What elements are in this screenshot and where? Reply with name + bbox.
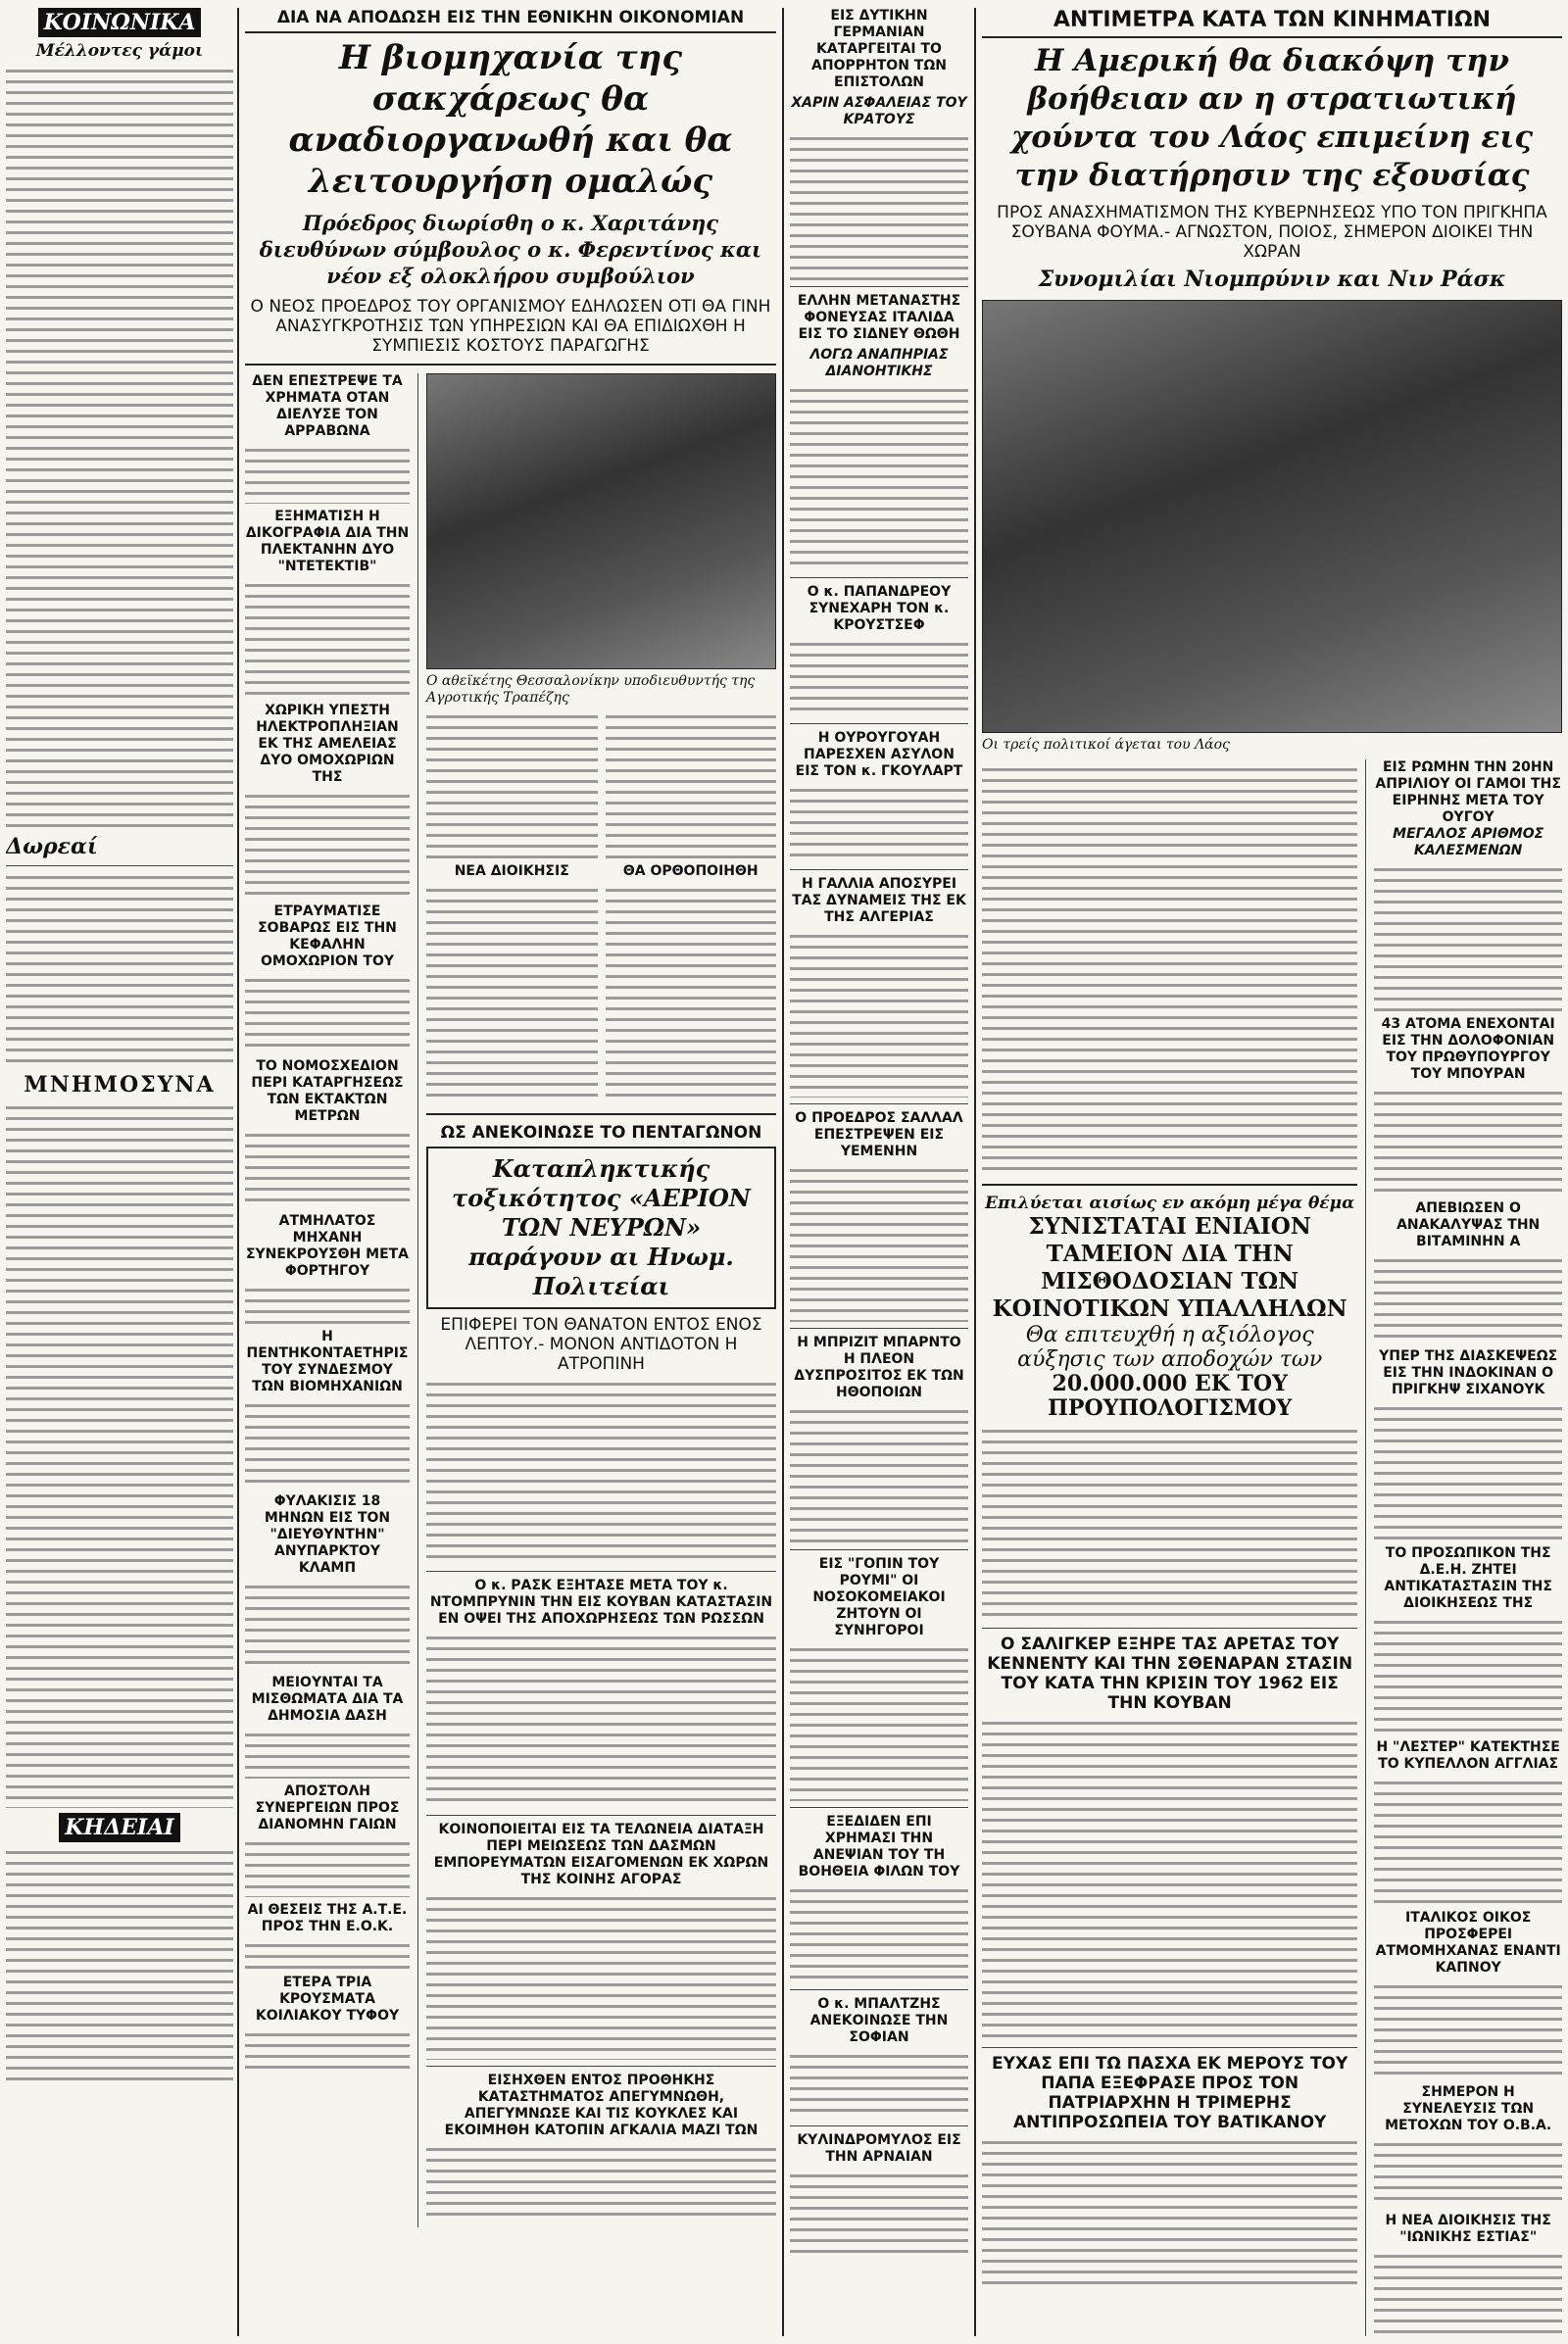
article-heading: ΤΟ ΝΟΜΟΣΧΕΔΙΟΝ ΠΕΡΙ ΚΑΤΑΡΓΗΣΕΩΣ ΤΩΝ ΕΚΤΑΚΤΩΝ ΜΕΤΡΩΝ [251, 1058, 404, 1124]
text-block [245, 2029, 410, 2069]
text-block [426, 2144, 776, 2222]
text-block [982, 1718, 1357, 2041]
text-block [426, 711, 598, 858]
text-block [606, 711, 777, 858]
text-block [1374, 1617, 1562, 1734]
article-heading: ΜΕΓΑΛΟΣ ΑΡΙΘΜΟΣ ΚΑΛΕΣΜΕΝΩΝ [1393, 826, 1544, 858]
article-heading: Ο κ. ΜΠΑΛΤΖΗΣ ΑΝΕΚΟΙΝΩΣΕ ΤΗΝ ΣΟΦΙΑΝ [809, 1996, 949, 2045]
text-block [790, 931, 968, 1098]
headline-sugar: Η βιομηχανία της σακχάρεως θα αναδιοργανωθή και θα λειτουργήση ομαλώς [288, 38, 733, 201]
text-block [245, 580, 410, 698]
text-block [982, 1426, 1357, 1622]
text-block [426, 1893, 776, 2060]
text-block [6, 872, 233, 1068]
text-block [426, 1633, 776, 1809]
article-heading: ΦΥΛΑΚΙΣΙΣ 18 ΜΗΝΩΝ ΕΙΣ ΤΟΝ "ΔΙΕΥΘΥΝΤΗΝ" ΑΝΥΠΑΡΚΤΟΥ ΚΛΑΜΠ [264, 1493, 391, 1576]
text-block [245, 1582, 410, 1670]
text-block [1374, 1778, 1562, 1905]
article-heading: ΔΕΝ ΕΠΕΣΤΡΕΨΕ ΤΑ ΧΡΗΜΑΤΑ ΟΤΑΝ ΔΙΕΛΥΣΕ ΤΟΝ ΑΡΡΑΒΩΝΑ [252, 373, 403, 439]
headline-fund: ΣΥΝΙΣΤΑΤΑΙ ΕΝΙΑΙΟΝ ΤΑΜΕΙΟΝ ΔΙΑ ΤΗΝ ΜΙΣΘΟΔΟΣΙΑΝ ΤΩΝ ΚΟΙΝΟΤΙΚΩΝ ΥΠΑΛΛΗΛΩΝ [992, 1213, 1348, 1322]
text-block [245, 1940, 410, 1970]
section-social-sub: Μέλλοντες γάμοι [35, 41, 204, 61]
headline-laos: Η Αμερική θα διακόψη την βοήθειαν αν η στρατιωτική χούντα του Λάος επιμείνη εις την διατήρησιν της εξουσίας [1010, 43, 1534, 193]
text-block [245, 445, 410, 504]
subhead-correction: ΘΑ ΟΡΘΟΠΟΙΗΘΗ [622, 863, 759, 879]
text-block [1374, 1088, 1562, 1196]
article-heading: ΧΩΡΙΚΗ ΥΠΕΣΤΗ ΗΛΕΚΤΡΟΠΛΗΞΙΑΝ ΕΚ ΤΗΣ ΑΜΕΛΕΙΑΣ ΔΥΟ ΟΜΟΧΩΡΙΩΝ ΤΗΣ [256, 703, 399, 785]
headline-customs: ΚΟΙΝΟΠΟΙΕΙΤΑΙ ΕΙΣ ΤΑ ΤΕΛΩΝΕΙΑ ΔΙΑΤΑΞΗ ΠΕΡΙ ΜΕΙΩΣΕΩΣ ΤΩΝ ΔΑΣΜΩΝ ΕΜΠΟΡΕΥΜΑΤΩΝ ΕΙΣΑΓΟΜΕΝΩΝ ΕΚ ΧΩΡΩΝ ΤΗΣ ΚΟΙΝΗΣ ΑΓΟΡΑΣ [433, 1822, 769, 1887]
headline-shop-window: ΕΙΣΗΧΘΕΝ ΕΝΤΟΣ ΠΡΟΘΗΚΗΣ ΚΑΤΑΣΤΗΜΑΤΟΣ ΑΠΕΓΥΜΝΩΘΗ, ΑΠΕΓΥΜΝΩΣΕ ΚΑΙ ΤΙΣ ΚΟΥΚΛΕΣ ΚΑΙ ΕΚΟΙΜΗΘΗ ΚΑΤΟΠΙΝ ΑΓΚΑΛΙΑ ΜΑΖΙ ΤΩΝ [444, 2073, 759, 2138]
article-heading: ΑΤΜΗΛΑΤΟΣ ΜΗΧΑΝΗ ΣΥΝΕΚΡΟΥΣΘΗ ΜΕΤΑ ΦΟΡΤΗΓΟΥ [245, 1213, 410, 1279]
kicker-pentagon: ΩΣ ΑΝΕΚΟΙΝΩΣΕ ΤΟ ΠΕΝΤΑΓΩΝΟΝ [440, 1123, 762, 1143]
subhead-new-administration: ΝΕΑ ΔΙΟΙΚΗΣΙΣ [454, 863, 569, 879]
headline-rusk-dobrynin: Ο κ. ΡΑΣΚ ΕΞΗΤΑΣΕ ΜΕΤΑ ΤΟΥ κ. ΝΤΟΜΠΡΥΝΙΝ ΤΗΝ ΕΙΣ ΚΟΥΒΑΝ ΚΑΤΑΣΤΑΣΙΝ ΕΝ ΟΨΕΙ ΤΗΣ ΑΠΟΧΩΡΗΣΕΩΣ ΤΩΝ ΡΩΣΣΩΝ [429, 1578, 773, 1627]
article-heading: ΚΥΛΙΝΔΡΟΜΥΛΟΣ ΕΙΣ ΤΗΝ ΑΡΝΑΙΑΝ [797, 2132, 961, 2165]
column-social [6, 8, 233, 2336]
text-block [245, 1838, 410, 1897]
text-block [790, 1406, 968, 1543]
section-memorials-title: ΜΝΗΜΟΣΥΝΑ [24, 1072, 216, 1098]
kicker-national-economy: ΔΙΑ ΝΑ ΑΠΟΔΩΣΗ ΕΙΣ ΤΗΝ ΕΘΝΙΚΗΝ ΟΙΚΟΝΟΜΙΑΝ [276, 8, 745, 27]
sub-fund-2: αύξησις των αποδοχών των [1017, 1347, 1323, 1372]
text-block [790, 1165, 968, 1322]
article-heading: Η ΜΠΡΙΖΙΤ ΜΠΑΡΝΤΟ Η ΠΛΕΟΝ ΔΥΣΠΡΟΣΙΤΟΣ ΕΚ ΤΩΝ ΗΘΟΠΟΙΩΝ [794, 1335, 964, 1400]
article-heading: Η ΠΕΝΤΗΚΟΝΤΑΕΤΗΡΙΣ ΤΟΥ ΣΥΝΔΕΣΜΟΥ ΤΩΝ ΒΙΟΜΗΧΑΝΙΩΝ [246, 1329, 409, 1394]
article-heading: Η "ΛΕΣΤΕΡ" ΚΑΤΕΚΤΗΣΕ ΤΟ ΚΥΠΕΛΛΟΝ ΑΓΓΛΙΑΣ [1376, 1739, 1560, 1772]
article-heading: ΕΤΡΑΥΜΑΤΙΣΕ ΣΟΒΑΡΩΣ ΕΙΣ ΤΗΝ ΚΕΦΑΛΗΝ ΟΜΟΧΩΡΙΟΝ ΤΟΥ [258, 903, 397, 969]
text-block [245, 975, 410, 1053]
text-block [790, 1644, 968, 1801]
article-heading: Η ΓΑΛΛΙΑ ΑΠΟΣΥΡΕΙ ΤΑΣ ΔΥΝΑΜΕΙΣ ΤΗΣ ΕΚ ΤΗΣ ΑΛΓΕΡΙΑΣ [792, 876, 966, 925]
text-block [982, 2137, 1357, 2284]
section-funerals-title: ΚΗΔΕΙΑΙ [59, 1813, 179, 1842]
article-heading: ΤΟ ΠΡΟΣΩΠΙΚΟΝ ΤΗΣ Δ.Ε.Η. ΖΗΤΕΙ ΑΝΤΙΚΑΤΑΣΤΑΣΙΝ ΤΗΣ ΔΙΟΙΚΗΣΕΩΣ ΤΗΣ [1384, 1545, 1552, 1611]
article-heading: Η ΝΕΑ ΔΙΟΙΚΗΣΙΣ ΤΗΣ "ΙΩΝΙΚΗΣ ΕΣΤΙΑΣ" [1385, 2213, 1551, 2245]
text-block [245, 1730, 410, 1779]
article-heading: ΕΛΛΗΝ ΜΕΤΑΝΑΣΤΗΣ ΦΟΝΕΥΣΑΣ ΙΤΑΛΙΔΑ ΕΙΣ ΤΟ ΣΙΔΝΕΥ ΘΩΘΗ [797, 293, 961, 342]
article-heading: 43 ΑΤΟΜΑ ΕΝΕΧΟΝΤΑΙ ΕΙΣ ΤΗΝ ΔΟΛΟΦΟΝΙΑΝ ΤΟΥ ΠΡΩΘΥΠΟΥΡΓΟΥ ΤΟΥ ΜΠΟΥΡΑΝ [1381, 1016, 1555, 1082]
section-social-title: ΚΟΙΝΩΝΙΚΑ [38, 8, 202, 37]
text-block [1374, 1255, 1562, 1343]
photo-caption: Ο αθεϊκέτης Θεσσαλονίκην υποδιευθυντής της Αγροτικής Τραπέζης [426, 673, 756, 706]
text-block [790, 1885, 968, 1983]
text-block [790, 2171, 968, 2259]
text-block [982, 764, 1357, 1176]
sub-fund-1: Θα επιτευχθή η αξιόλογος [1025, 1323, 1314, 1347]
article-heading: ΣΗΜΕΡΟΝ Η ΣΥΝΕΛΕΥΣΙΣ ΤΩΝ ΜΕΤΟΧΩΝ ΤΟΥ Ο.Β.Α. [1385, 2084, 1552, 2133]
article-heading: ΑΠΕΒΙΩΣΕΝ Ο ΑΝΑΚΑΛΥΨΑΣ ΤΗΝ ΒΙΤΑΜΙΝΗΝ Α [1396, 1200, 1541, 1249]
article-heading: ΙΤΑΛΙΚΟΣ ΟΙΚΟΣ ΠΡΟΣΦΕΡΕΙ ΑΤΜΟΜΗΧΑΝΑΣ ΕΝΑΝΤΙ ΚΑΠΝΟΥ [1375, 1910, 1561, 1976]
text-block [1374, 864, 1562, 1011]
text-block [1374, 2139, 1562, 2208]
sub-laos: ΠΡΟΣ ΑΝΑΣΧΗΜΑΤΙΣΜΟΝ ΤΗΣ ΚΥΒΕΡΝΗΣΕΩΣ ΥΠΟ ΤΟΝ ΠΡΙΓΚΗΠΑ ΣΟΥΒΑΝΑ ΦΟΥΜΑ.- ΑΓΝΩΣΤΟΝ, ΠΟΙΟΣ, ΣΗΜΕΡΟΝ ΔΙΟΙΚΕΙ ΤΗΝ ΧΩΡΑΝ [997, 203, 1547, 262]
text-block [426, 885, 598, 1100]
headline-pope: ΕΥΧΑΣ ΕΠΙ ΤΩ ΠΑΣΧΑ ΕΚ ΜΕΡΟΥΣ ΤΟΥ ΠΑΠΑ ΕΞΕΦΡΑΣΕ ΠΡΟΣ ΤΟΝ ΠΑΤΡΙΑΡΧΗΝ Η ΤΡΙΜΕΡΗΣ ΑΝΤΙΠΡΟΣΩΠΕΙΑ ΤΟΥ ΒΑΤΙΚΑΝΟΥ [992, 2054, 1348, 2132]
article-heading: ΛΟΓΩ ΑΝΑΠΗΡΙΑΣ ΔΙΑΝΟΗΤΙΚΗΣ [809, 347, 949, 379]
article-heading: Ο κ. ΠΑΠΑΝΔΡΕΟΥ ΣΥΝΕΧΑΡΗ ΤΟΝ κ. ΚΡΟΥΣΤΣΕΦ [807, 584, 952, 633]
photo-meeting [426, 373, 776, 669]
article-heading: ΕΤΕΡΑ ΤΡΙΑ ΚΡΟΥΣΜΑΤΑ ΚΟΙΛΙΑΚΟΥ ΤΥΦΟΥ [255, 1975, 400, 2024]
nerve-gas-title: Καταπληκτικής τοξικότητος «ΑΕΡΙΟΝ ΤΩΝ ΝΕΥΡΩΝ» παράγουν αι Ηνωμ. Πολιτείαι [452, 1154, 751, 1300]
text-block [1374, 1981, 1562, 2079]
kicker-fund: Επιλύεται αισίως εν ακόμη μέγα θέμα [985, 1194, 1355, 1213]
headline-kennedy: Ο ΣΑΛΙΓΚΕΡ ΕΞΗΡΕ ΤΑΣ ΑΡΕΤΑΣ ΤΟΥ ΚΕΝΝΕΝΤΥ ΚΑΙ ΤΗΝ ΣΘΕΝΑΡΑΝ ΣΤΑΣΙΝ ΤΟΥ ΚΑΤΑ ΤΗΝ ΚΡΙΣΙΝ ΤΟΥ 1962 ΕΙΣ ΤΗΝ ΚΟΥΒΑΝ [987, 1635, 1353, 1713]
article-heading: ΥΠΕΡ ΤΗΣ ΔΙΑΣΚΕΨΕΩΣ ΕΙΣ ΤΗΝ ΙΝΔΟΚΙΝΑΝ Ο ΠΡΙΓΚΗΨ ΣΙΧΑΝΟΥΚ [1379, 1348, 1558, 1397]
text-block [1374, 1403, 1562, 1540]
deck-laos: Συνομιλίαι Νιομπρύνιν και Νιν Ράσκ [1038, 267, 1506, 292]
text-block [790, 639, 968, 717]
text-block [606, 885, 777, 1100]
text-block [6, 1847, 233, 2082]
section-donations-title: Δωρεαί [6, 834, 98, 859]
article-heading: ΕΙΣ ΔΥΤΙΚΗΝ ΓΕΡΜΑΝΙΑΝ ΚΑΤΑΡΓΕΙΤΑΙ ΤΟ ΑΠΟΡΡΗΤΟΝ ΤΩΝ ΕΠΙΣΤΟΛΩΝ [811, 8, 947, 90]
text-block [790, 785, 968, 863]
headline-nerve-gas [426, 1147, 776, 1309]
text-block [790, 2051, 968, 2120]
text-block [245, 791, 410, 899]
article-heading: ΑΠΟΣΤΟΛΗ ΣΥΝΕΡΓΕΙΩΝ ΠΡΟΣ ΔΙΑΝΟΜΗΝ ΓΑΙΩΝ [255, 1783, 400, 1832]
article-heading: ΕΙΣ ΡΩΜΗΝ ΤΗΝ 20ΗΝ ΑΠΡΙΛΙΟΥ ΟΙ ΓΑΜΟΙ ΤΗΣ ΕΙΡΗΝΗΣ ΜΕΤΑ ΤΟΥ ΟΥΓΟΥ [1375, 759, 1561, 825]
deck-sugar: Πρόεδρος διωρίσθη ο κ. Χαριτάνης διευθύνων σύμβουλος ο κ. Φερεντίνος και νέον εξ ολοκλήρου συμβούλιον [259, 211, 762, 288]
nerve-gas-sub: ΕΠΙΦΕΡΕΙ ΤΟΝ ΘΑΝΑΤΟΝ ΕΝΤΟΣ ΕΝΟΣ ΛΕΠΤΟΥ.- ΜΟΝΟΝ ΑΝΤΙΔΟΤΟΝ Η ΑΤΡΟΠΙΝΗ [440, 1315, 762, 1374]
text-block [6, 1102, 233, 1808]
article-heading: ΕΞΗΜΑΤΙΣΗ Η ΔΙΚΟΓΡΑΦΙΑ ΔΙΑ ΤΗΝ ΠΛΕΚΤΑΝΗΝ ΔΥΟ "ΝΤΕΤΕΚΤΙΒ" [245, 509, 410, 574]
column-laos [982, 8, 1562, 2336]
text-block [245, 1130, 410, 1208]
sub-fund-3: 20.000.000 ΕΚ ΤΟΥ ΠΡΟΥΠΟΛΟΓΙΣΜΟΥ [1048, 1371, 1293, 1421]
article-heading: ΕΞΕΔΙΔΕΝ ΕΠΙ ΧΡΗΜΑΣΙ ΤΗΝ ΑΝΕΨΙΑΝ ΤΟΥ ΤΗ ΒΟΗΘΕΙΑ ΦΙΛΩΝ ΤΟΥ [798, 1814, 960, 1880]
article-heading: Η ΟΥΡΟΥΓΟΥΑΗ ΠΑΡΕΣΧΕΝ ΑΣΥΛΟΝ ΕΙΣ ΤΟΝ κ. ΓΚΟΥΛΑΡΤ [795, 730, 963, 779]
article-heading: ΑΙ ΘΕΣΕΙΣ ΤΗΣ Α.Τ.Ε. ΠΡΟΣ ΤΗΝ Ε.Ο.Κ. [247, 1902, 408, 1934]
text-block [6, 66, 233, 830]
column-industry [245, 8, 776, 2336]
text-block [245, 1285, 410, 1324]
article-heading: ΧΑΡΙΝ ΑΣΦΑΛΕΙΑΣ ΤΟΥ ΚΡΑΤΟΥΣ [791, 95, 967, 127]
text-block [426, 1379, 776, 1565]
photo-laos [982, 300, 1562, 733]
text-block [790, 385, 968, 571]
article-heading: ΕΙΣ "ΓΟΠΙΝ ΤΟΥ ΡΟΥΜΙ" ΟΙ ΝΟΣΟΚΟΜΕΙΑΚΟΙ ΖΗΤΟΥΝ ΟΙ ΣΥΝΗΓΟΡΟΙ [812, 1556, 946, 1638]
article-heading: ΜΕΙΟΥΝΤΑΙ ΤΑ ΜΙΣΘΩΜΑΤΑ ΔΙΑ ΤΑ ΔΗΜΟΣΙΑ ΔΑΣΗ [251, 1675, 404, 1724]
text-block [245, 1400, 410, 1489]
article-heading: Ο ΠΡΟΕΔΡΟΣ ΣΑΛΛΑΛ ΕΠΕΣΤΡΕΨΕΝ ΕΙΣ ΥΕΜΕΝΗΝ [795, 1110, 963, 1159]
text-block [790, 133, 968, 280]
text-block [1374, 2251, 1562, 2336]
kicker-laos: ΑΝΤΙΜΕΤΡΑ ΚΑΤΑ ΤΩΝ ΚΙΝΗΜΑΤΙΩΝ [1053, 8, 1492, 32]
photo-caption: Οι τρείς πολιτικοί άγεται του Λάος [982, 737, 1230, 753]
column-world-news [790, 8, 968, 2336]
lead-sugar: Ο ΝΕΟΣ ΠΡΟΕΔΡΟΣ ΤΟΥ ΟΡΓΑΝΙΣΜΟΥ ΕΔΗΛΩΣΕΝ ΟΤΙ ΘΑ ΓΙΝΗ ΑΝΑΣΥΓΚΡΟΤΗΣΙΣ ΤΩΝ ΥΠΗΡΕΣΙΩΝ ΚΑΙ ΘΑ ΕΠΙΔΙΩΧΘΗ Η ΣΥΜΠΙΕΣΙΣ ΚΟΣΤΟΥΣ ΠΑΡΑΓΩΓΗΣ [250, 297, 771, 356]
